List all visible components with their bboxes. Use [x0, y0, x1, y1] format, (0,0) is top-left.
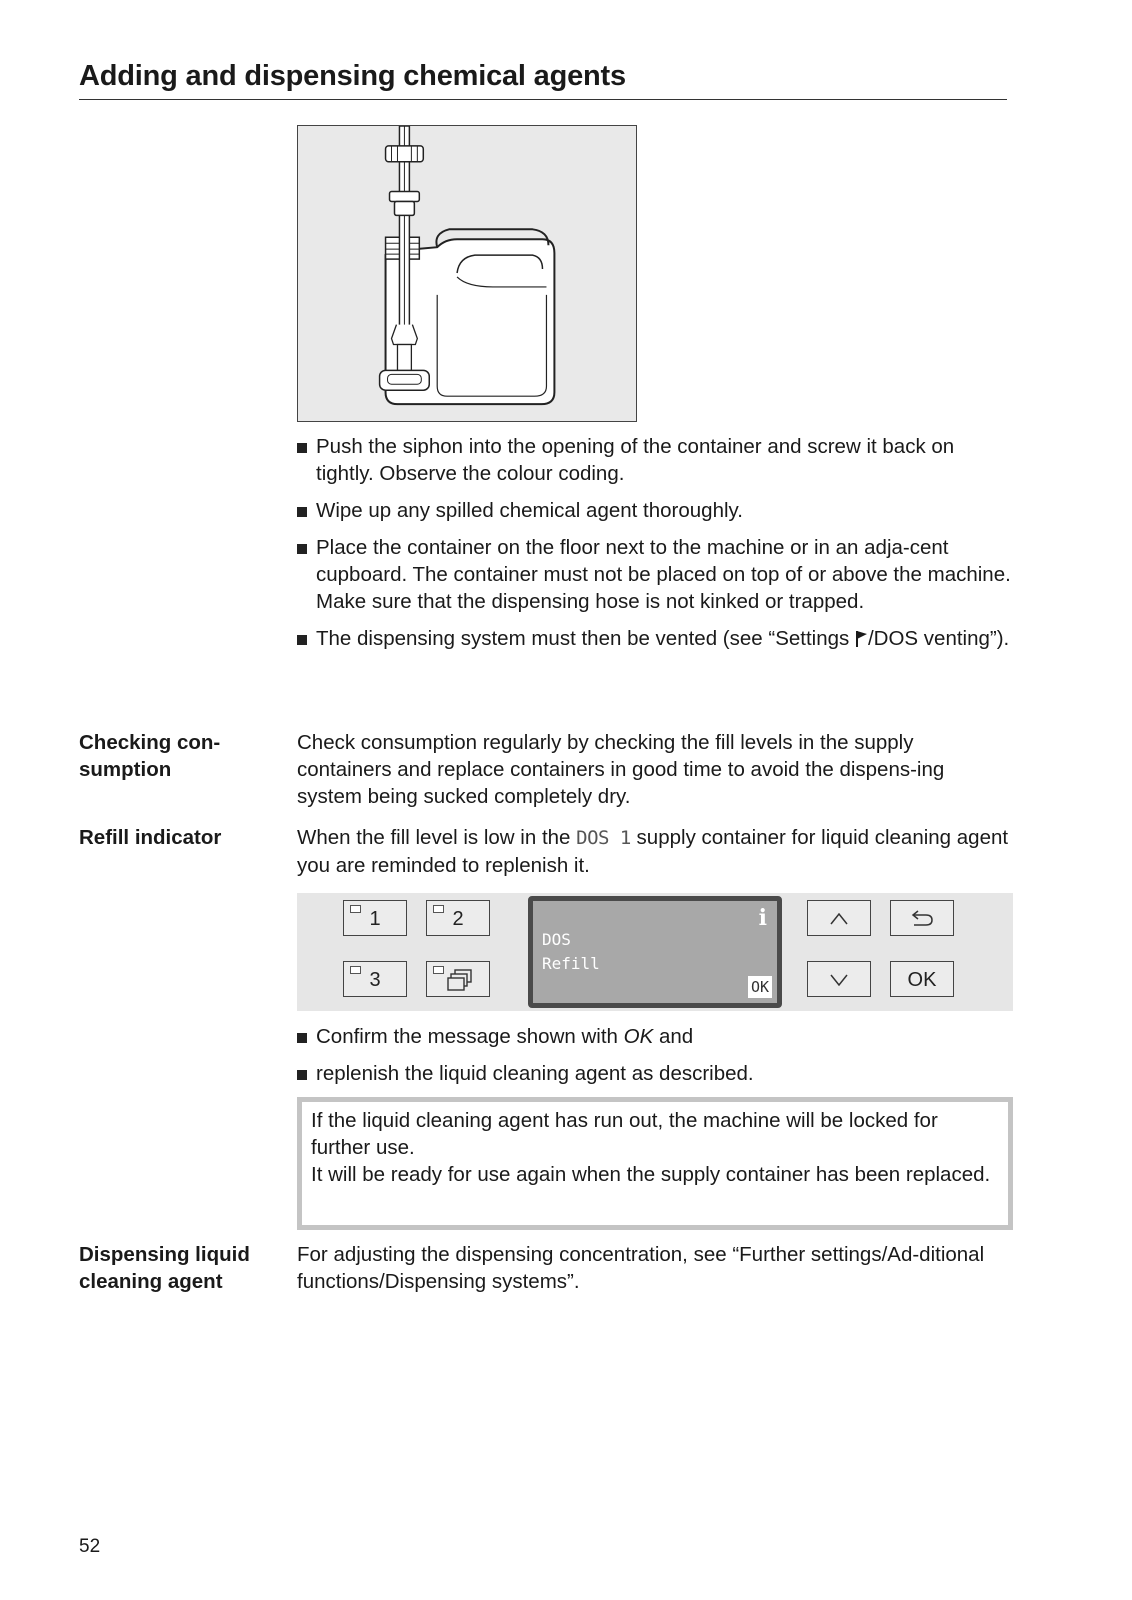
key-3-button[interactable] [343, 961, 407, 997]
control-panel [297, 893, 1013, 1011]
key-4-button[interactable] [426, 961, 490, 997]
dispensing-heading: Dispensing liquid cleaning agent [79, 1243, 250, 1293]
indicator-led [350, 905, 361, 913]
back-arrow-icon [910, 909, 934, 927]
bullet-square [297, 1033, 307, 1043]
chevron-up-icon [830, 913, 848, 925]
list-item-text: Wipe up any spilled chemical agent thoroughly. [316, 499, 743, 522]
display-screen [528, 896, 782, 1008]
checking-consumption-text: Check consumption regularly by checking the fill levels in the supply containers and replace containers in good time to avoid the dispens-ing system being sucked completely dry. [297, 731, 945, 808]
list-item-text: and [653, 1025, 694, 1048]
key-label: 1 [369, 908, 381, 930]
bullet-square [297, 507, 307, 517]
key-1-button[interactable] [343, 900, 407, 936]
note-line: It will be ready for use again when the supply container has been replaced. [311, 1163, 991, 1186]
list-item [297, 1060, 1013, 1087]
canister-siphon-drawing [298, 126, 636, 421]
list-item-text: Push the siphon into the opening of the container and screw it back on tightly. Observe the colour coding. [316, 435, 955, 485]
list-item [297, 625, 1013, 652]
display-line-dos: DOS [542, 930, 571, 949]
instruction-list-bottom [297, 1023, 1013, 1097]
list-item-text: replenish the liquid cleaning agent as described. [316, 1062, 754, 1085]
key-label: 2 [452, 908, 464, 930]
bullet-square [297, 1070, 307, 1080]
bullet-square [297, 544, 307, 554]
key-2-button[interactable] [426, 900, 490, 936]
list-item [297, 1023, 1013, 1050]
indicator-led [433, 966, 444, 974]
dispensing-text: For adjusting the dispensing concentration, see “Further settings/Ad-ditional functions/Dispensing systems”. [297, 1243, 985, 1293]
bullet-square [297, 635, 307, 645]
refill-indicator-heading: Refill indicator [79, 826, 222, 849]
note-line: If the liquid cleaning agent has run out, the machine will be locked for further use. [311, 1109, 938, 1159]
windows-icon [447, 969, 473, 991]
ok-emphasis: OK [623, 1025, 654, 1048]
list-item-text: Place the container on the floor next to the machine or in an adja-cent cupboard. The container must not be placed on top of or above the machine. Make sure that the dispensing hose is not kinked or trapped. [316, 536, 1011, 613]
flag-icon [855, 630, 868, 647]
refill-text-part: supply container for liquid cleaning agent you are reminded to replenish it. [297, 826, 1009, 877]
dos-display-code: DOS 1 [576, 827, 631, 849]
checking-consumption-heading: Checking con-sumption [79, 731, 221, 781]
list-item [297, 433, 1013, 487]
list-item-text: Confirm the message shown with [316, 1025, 624, 1048]
refill-indicator-text [297, 824, 1013, 879]
ok-button[interactable]: OK [890, 961, 954, 997]
bullet-square [297, 443, 307, 453]
instruction-list-top [297, 433, 1013, 662]
info-icon: i [758, 905, 767, 931]
page-title: Adding and dispensing chemical agents [79, 60, 1007, 100]
note-box [297, 1097, 1013, 1230]
key-label: 3 [369, 969, 381, 991]
siphon-container-illustration [297, 125, 637, 422]
back-button[interactable] [890, 900, 954, 936]
refill-text-part: When the fill level is low in the [297, 826, 577, 849]
display-ok-softkey: OK [748, 976, 772, 998]
down-button[interactable] [807, 961, 871, 997]
up-button[interactable] [807, 900, 871, 936]
indicator-led [433, 905, 444, 913]
list-item-text: /DOS venting”). [867, 627, 1010, 650]
list-item [297, 534, 1013, 615]
list-item [297, 497, 1013, 524]
display-line-refill: Refill [542, 954, 600, 973]
indicator-led [350, 966, 361, 974]
chevron-down-icon [830, 974, 848, 986]
list-item-text: The dispensing system must then be vented (see “Settings [316, 627, 855, 650]
page-number: 52 [79, 1536, 101, 1557]
